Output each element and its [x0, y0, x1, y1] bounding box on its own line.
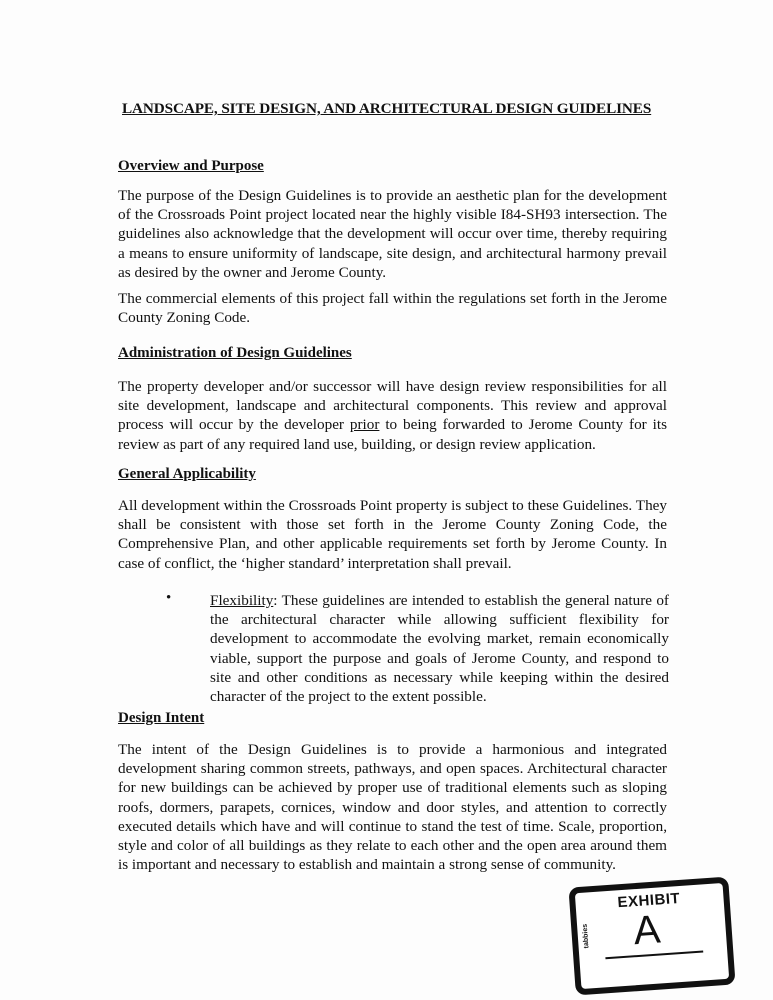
section-heading-overview: Overview and Purpose	[118, 158, 264, 174]
exhibit-label: EXHIBIT	[617, 889, 681, 912]
exhibit-stamp	[568, 877, 735, 996]
paragraph-text: The property developer and/or successor will have design review responsibilities for all site development, landscape and architectural components. This review and approval process will occur by the developer	[118, 378, 667, 434]
section-heading-design-intent: Design Intent	[118, 710, 205, 726]
bullet-text	[210, 591, 669, 706]
page-title: LANDSCAPE, SITE DESIGN, AND ARCHITECTURAL DESIGN GUIDELINES	[122, 100, 652, 117]
emphasized-word: prior	[349, 416, 380, 434]
bullet-term: Flexibility	[210, 592, 274, 609]
bullet-body: : These guidelines are intended to establish the general nature of the architectural character while allowing sufficient flexibility for development to accommodate the evolving market, remain economically viable, support the purpose and goals of Jerome County, and respond to site and other conditions as necessary while keeping within the desired character of the project to the extent possible.	[210, 592, 669, 706]
paragraph-text: to being forwarded to Jerome County for its review as part of any required land use, building, or design review application.	[118, 416, 667, 453]
stamp-brand: tabbies	[581, 923, 591, 949]
paragraph-overview-1: The purpose of the Design Guidelines is to provide an aesthetic plan for the development of the Crossroads Point project located near the highly visible I84-SH93 intersection. The guidelines also acknowledge that the development will occur over time, thereby requiring a means to ensure uniformity of landscape, site design, and architectural harmony prevail as desired by the owner and Jerome County.	[118, 187, 667, 281]
section-heading-general-applicability: General Applicability	[118, 466, 256, 482]
section-heading-administration: Administration of Design Guidelines	[118, 345, 352, 361]
paragraph-overview-2: The commercial elements of this project fall within the regulations set forth in the Jerome County Zoning Code.	[118, 290, 667, 327]
bullet-icon: •	[166, 590, 172, 606]
paragraph-design-intent: The intent of the Design Guidelines is to provide a harmonious and integrated development sharing common streets, pathways, and open spaces. Architectural character for new buildings can be achieved by proper use of traditional elements such as sloping roofs, dormers, parapets, cornices, window and door styles, and attention to correctly executed details which have and will continue to stand the test of time. Scale, proportion, style and color of all buildings as they relate to each other and the open area around them is important and necessary to establish and maintain a strong sense of community.	[118, 741, 667, 874]
paragraph-general-applicability: All development within the Crossroads Point property is subject to these Guidelines. They shall be consistent with those set forth in the Jerome County Zoning Code, the Comprehensive Plan, and other applicable requirements set forth by Jerome County. In case of conflict, the ‘higher standard’ interpretation shall prevail.	[118, 497, 667, 572]
exhibit-letter: A	[632, 907, 662, 954]
paragraph-administration	[118, 377, 667, 454]
